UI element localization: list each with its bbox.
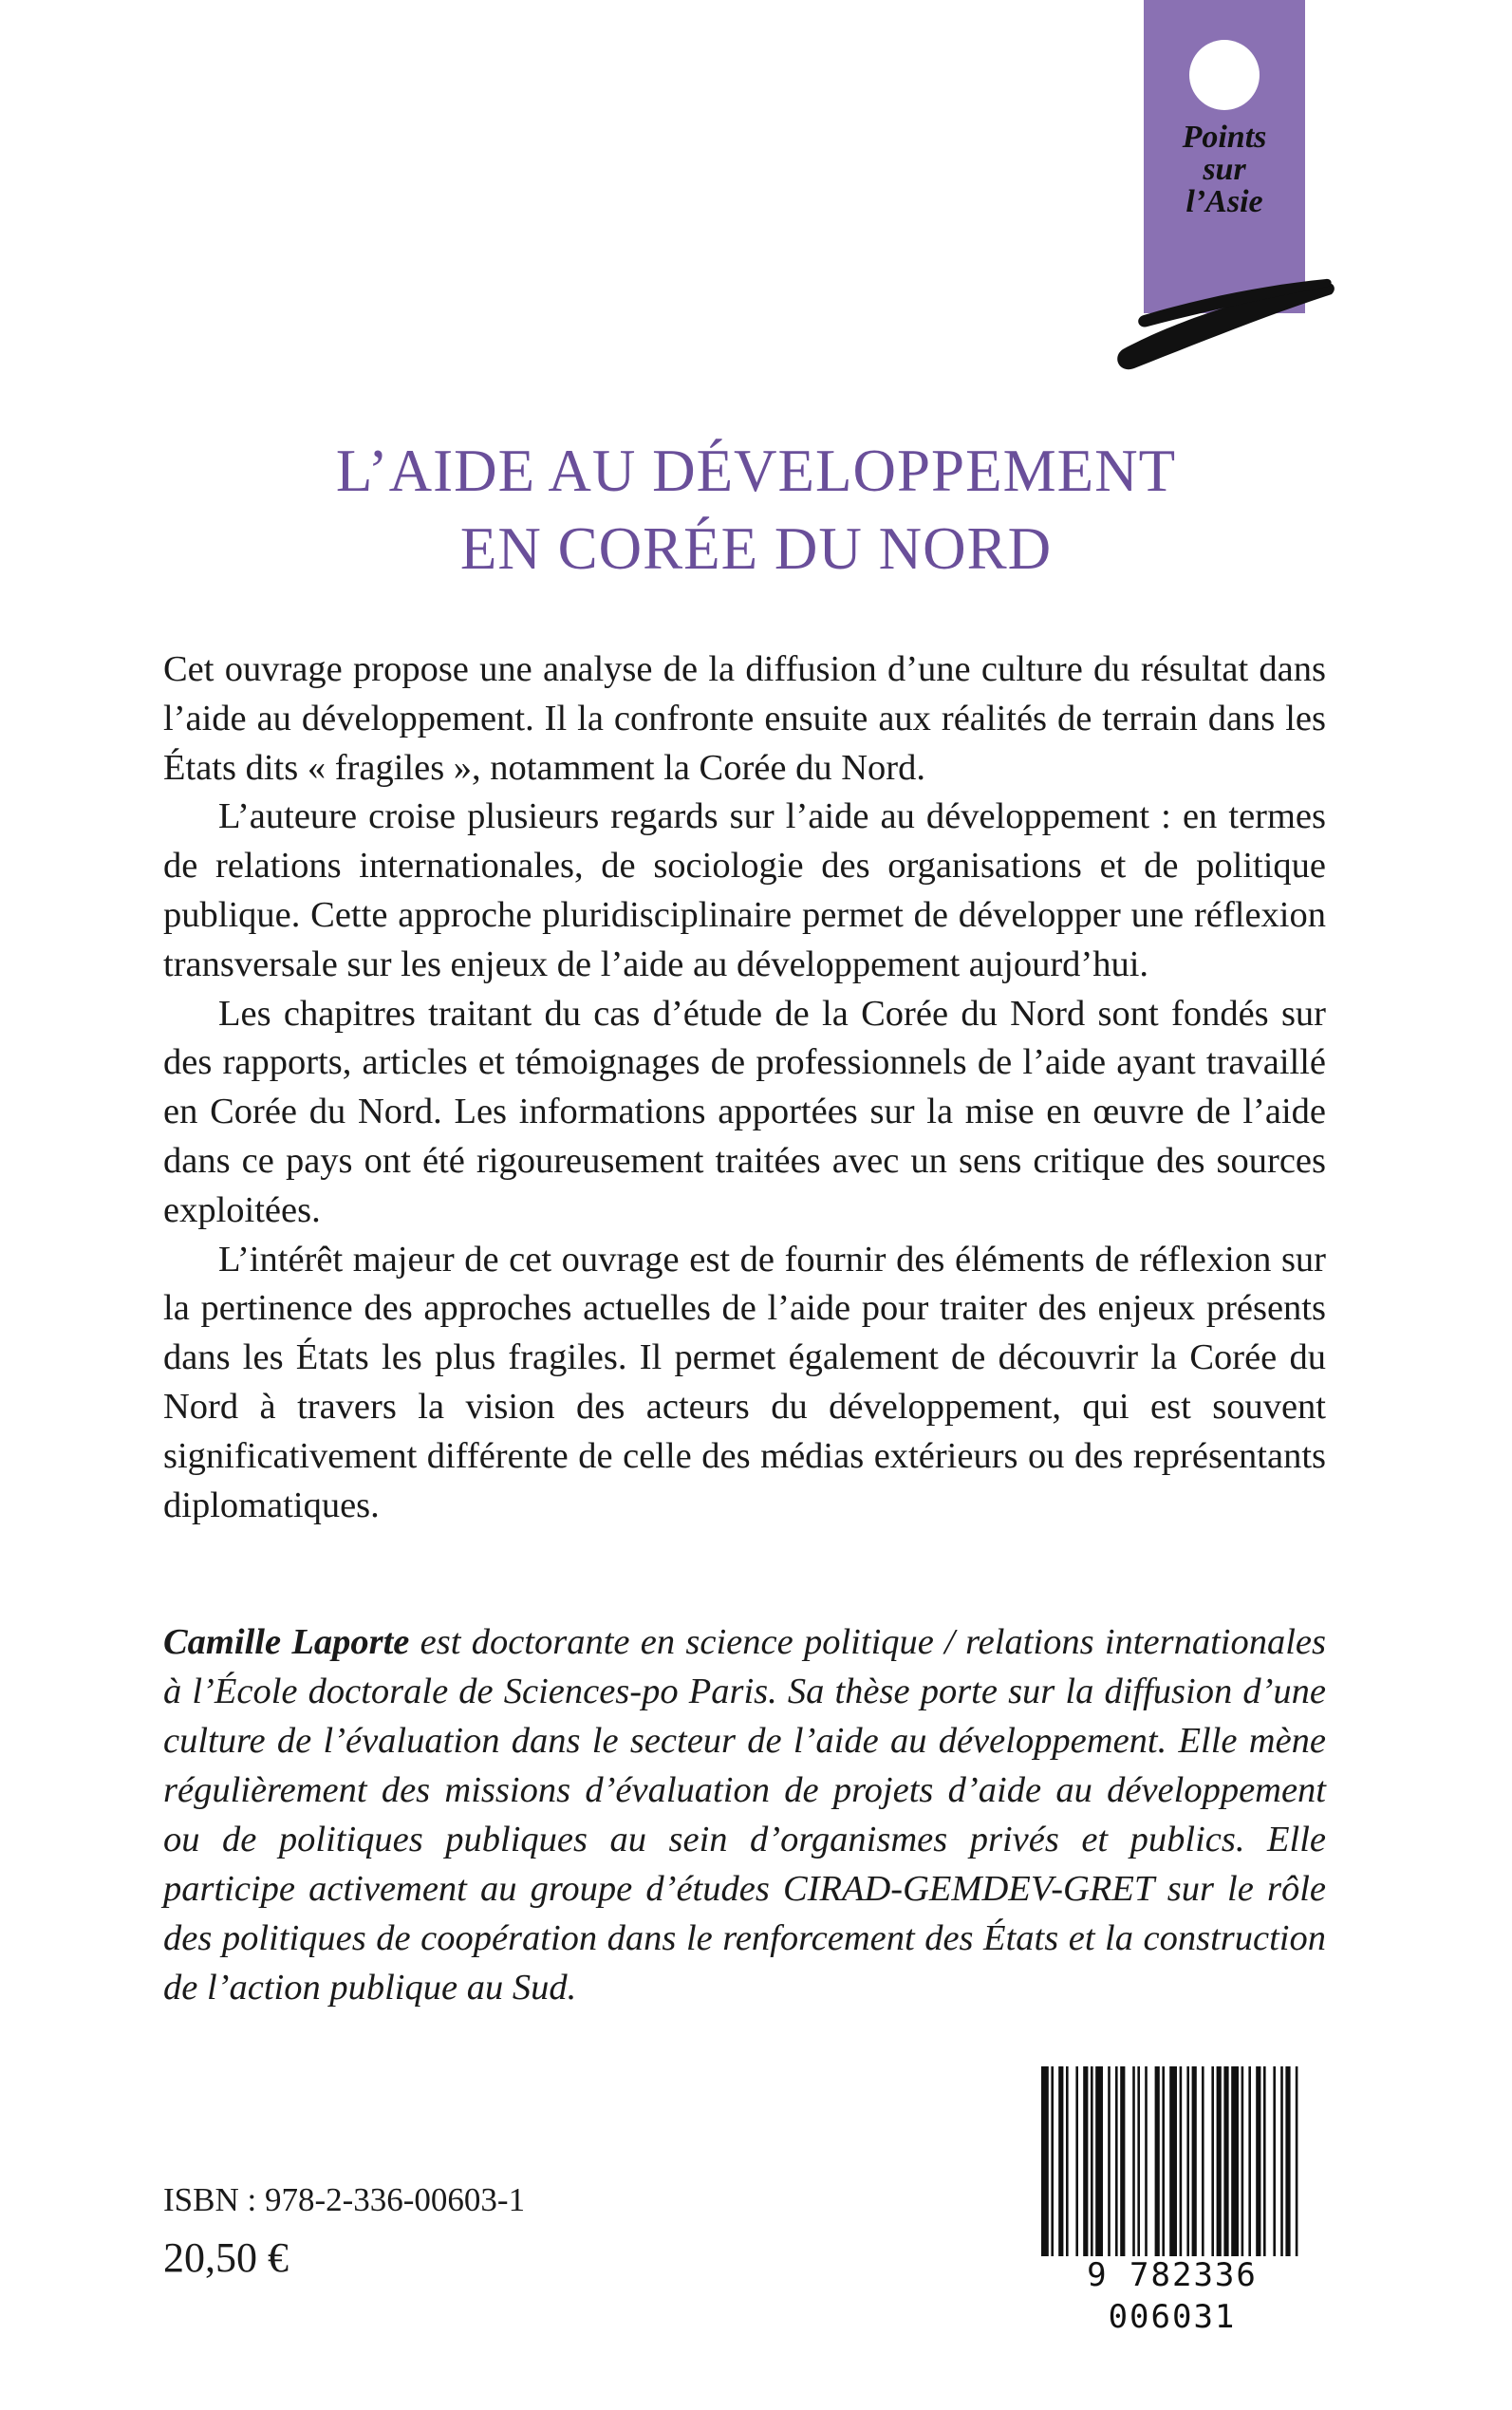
brush-stroke-icon xyxy=(1106,256,1343,389)
barcode-bar xyxy=(1192,2066,1197,2256)
barcode-bar xyxy=(1162,2066,1165,2256)
blurb-paragraph: L’intérêt majeur de cet ouvrage est de fournir des éléments de réflexion sur la pertinence des approches actuelles de l’aide pour traiter des enjeux présents dans les États les plus fragiles. Il permet également de découvrir la Corée du Nord à travers la vision des acteurs du développement, qui est souvent significativement différente de celle des médias extérieurs ou des représentants diplomatiques. xyxy=(163,1239,1326,1525)
author-bio-text: est doctorante en science politique / relations internationales à l’École doctorale de Sciences-po Paris. Sa thèse porte sur la diffusion d’une culture de l’évaluation dans le secteur de l’aide au développement. Elle mène régulièrement des missions d’évaluation de projets d’aide au développement ou de politiques publiques au sein d’organismes privés et publics. Elle participe activement au groupe d’études CIRAD-GEMDEV-GRET sur le rôle des politiques de coopération dans le renforcement des États et la construction de l’action publique au Sud. xyxy=(163,1622,1326,2008)
blurb-paragraph: Cet ouvrage propose une analyse de la diffusion d’une culture du résultat dans l’aide au développement. Il la confronte ensuite aux réalités de terrain dans les États dits « fragiles », notamment la Corée du Nord. xyxy=(163,649,1326,788)
blurb xyxy=(163,645,1326,1530)
barcode-bar xyxy=(1241,2066,1244,2256)
barcode-bar xyxy=(1263,2066,1266,2256)
barcode-bar xyxy=(1169,2066,1177,2256)
blurb-paragraph: L’auteure croise plusieurs regards sur l’aide au développement : en termes de relations internationales, de sociologie des organisations et de politique publique. Cette approche pluridisciplinaire permet de développer une réflexion transversale sur les enjeux de l’aide au développement aujourd’hui. xyxy=(163,796,1326,984)
blurb-paragraph: Les chapitres traitant du cas d’étude de la Corée du Nord sont fondés sur des rapports, articles et témoignages de professionnels de l’aide ayant travaillé en Corée du Nord. Les informations apportées sur la mise en œuvre de l’aide dans ce pays ont été rigoureusement traitées avec un sens critique des sources exploitées. xyxy=(163,993,1326,1230)
barcode-bar xyxy=(1058,2066,1063,2256)
barcode-bar xyxy=(1285,2066,1290,2256)
barcode-bar xyxy=(1280,2066,1283,2256)
barcode-digits: 9 782336 006031 xyxy=(1087,2256,1258,2336)
barcode-bar xyxy=(1137,2066,1140,2256)
barcode-bar xyxy=(1120,2066,1125,2256)
barcode-bar xyxy=(1075,2066,1078,2256)
barcode-bar xyxy=(1248,2066,1251,2256)
barcode-bar xyxy=(1223,2066,1228,2256)
barcode-bars xyxy=(1030,2066,1315,2256)
barcode-bar xyxy=(1095,2066,1103,2256)
barcode xyxy=(1030,2066,1315,2336)
series-name-line3: l’Asie xyxy=(1185,184,1263,219)
book-title-line2: EN CORÉE DU NORD xyxy=(459,515,1053,582)
barcode-bar xyxy=(1115,2066,1118,2256)
isbn: ISBN : 978-2-336-00603-1 xyxy=(163,2181,526,2218)
barcode-bar xyxy=(1211,2066,1214,2256)
barcode-bar xyxy=(1256,2066,1260,2256)
barcode-bar xyxy=(1273,2066,1276,2256)
book-title xyxy=(0,432,1512,588)
barcode-bar xyxy=(1155,2066,1160,2256)
series-name-line2: sur xyxy=(1203,152,1246,187)
book-title-line1: L’AIDE AU DÉVELOPPEMENT xyxy=(335,438,1177,504)
author-name: Camille Laporte xyxy=(163,1622,410,1662)
author-bio xyxy=(163,1617,1326,2012)
price: 20,50 € xyxy=(163,2234,289,2281)
barcode-bar xyxy=(1186,2066,1189,2256)
barcode-bar xyxy=(1180,2066,1183,2256)
series-name-line1: Points xyxy=(1182,120,1267,155)
barcode-bar xyxy=(1132,2066,1135,2256)
barcode-bar xyxy=(1231,2066,1239,2256)
series-name xyxy=(1144,121,1305,218)
barcode-bar xyxy=(1051,2066,1054,2256)
barcode-bar xyxy=(1091,2066,1093,2256)
barcode-bar xyxy=(1041,2066,1049,2256)
barcode-bar xyxy=(1202,2066,1204,2256)
barcode-bar xyxy=(1083,2066,1088,2256)
circle-icon xyxy=(1189,40,1260,110)
barcode-bar xyxy=(1145,2066,1148,2256)
barcode-bar xyxy=(1296,2066,1298,2256)
barcode-bar xyxy=(1066,2066,1069,2256)
barcode-bar xyxy=(1108,2066,1111,2256)
barcode-bar xyxy=(1217,2066,1222,2256)
